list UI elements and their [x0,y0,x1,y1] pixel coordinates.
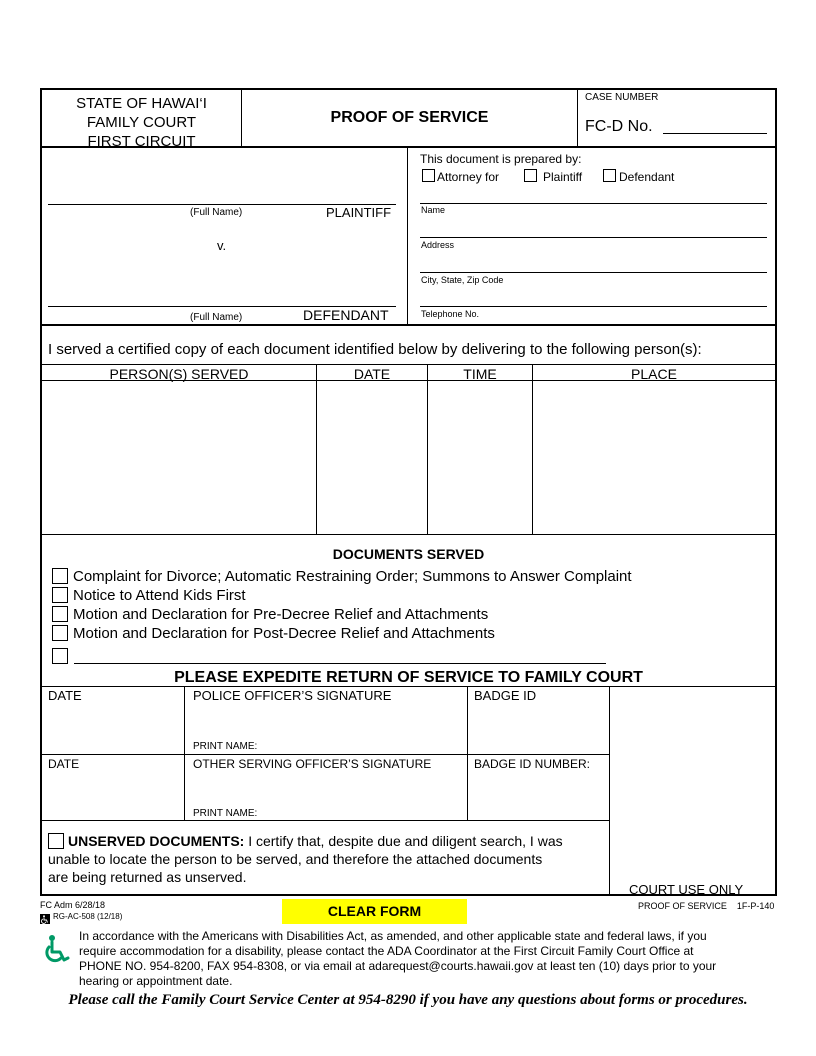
court-use-only: COURT USE ONLY [629,882,744,897]
attorney-for-label: Attorney for [437,170,500,184]
other-signature-label: OTHER SERVING OFFICER’S SIGNATURE [193,757,432,771]
unserved-line1: UNSERVED DOCUMENTS: I certify that, despite due and diligent search, I was [68,833,563,849]
persons-served-field[interactable] [42,381,316,534]
rg-code: RG-AC-508 (12/18) [53,912,123,921]
badge-id-number-field[interactable] [468,772,609,819]
wheelchair-icon [41,934,71,969]
other-date-field[interactable] [42,772,184,819]
badge-id-number-label: BADGE ID NUMBER: [474,757,591,771]
doc-item-kids-first: Notice to Attend Kids First [73,587,246,604]
other-signature-field[interactable] [185,772,467,806]
city-field[interactable] [420,272,767,273]
address-label: Address [421,240,455,250]
plaintiff-option-label: Plaintiff [543,170,583,184]
doc-checkbox-other[interactable] [52,648,68,664]
col-date: DATE [353,366,391,382]
date-field[interactable] [317,381,427,534]
other-date-label: DATE [48,757,80,771]
police-signature-field[interactable] [185,704,467,740]
col-persons-served: PERSON(S) SERVED [109,366,249,382]
case-number-prefix: FC-D No. [585,118,653,135]
telephone-label: Telephone No. [421,309,480,319]
defendant-label: DEFENDANT [303,307,389,323]
plaintiff-label: PLAINTIFF [326,205,392,220]
address-field[interactable] [420,237,767,238]
print-name-label-2: PRINT NAME: [193,808,258,819]
unserved-line2: unable to locate the person to be served, and therefore the attached documents [48,851,543,867]
doc-item-pre-decree: Motion and Declaration for Pre-Decree Relief and Attachments [73,606,489,623]
time-field[interactable] [428,381,532,534]
doc-checkbox-pre-decree[interactable] [52,606,68,622]
doc-other-field[interactable] [74,663,606,664]
small-ada-icon [40,911,50,929]
documents-heading: DOCUMENTS SERVED [332,546,485,562]
plaintiff-full-name-label: (Full Name) [190,207,243,218]
page-title: PROOF OF SERVICE [330,109,489,126]
doc-checkbox-kids-first[interactable] [52,587,68,603]
city-label: City, State, Zip Code [421,275,504,285]
prepared-by-label: This document is prepared by: [420,152,582,166]
case-number-label: CASE NUMBER [585,92,659,103]
ada-notice: In accordance with the Americans with Disabilities Act, as amended, and other applicable state and federal laws, if you require accommodation for a disability, please contact the ADA Coordinator at the First Circuit Family Court Office at PHONE NO. 954-8200, FAX 954-8308, or via email at adarequest@courts.hawaii.gov at least ten (10) days prior to your hearing or appointment date. [79,929,717,988]
service-center-notice: Please call the Family Court Service Center at 954-8290 if you have any questions about forms or procedures. [68,992,748,1008]
name-label: Name [421,205,446,215]
defendant-full-name-label: (Full Name) [190,312,243,323]
versus-label: v. [217,238,227,253]
officer-date-label: DATE [48,688,82,703]
col-time: TIME [463,366,497,382]
form-id: PROOF OF SERVICE 1F-P-140 [638,901,775,911]
doc-item-complaint: Complaint for Divorce; Automatic Restraining Order; Summons to Answer Complaint [73,568,632,585]
unserved-checkbox[interactable] [48,833,64,849]
defendant-checkbox[interactable] [603,169,616,182]
frame-top [40,88,777,90]
doc-checkbox-post-decree[interactable] [52,625,68,641]
badge-id-label: BADGE ID [474,688,537,703]
defendant-option-label: Defendant [619,170,675,184]
unserved-line3: are being returned as unserved. [48,869,247,885]
col-place: PLACE [631,366,677,382]
form-code: FC Adm 6/28/18 [40,900,106,910]
badge-id-field[interactable] [468,704,609,753]
name-field[interactable] [420,203,767,204]
plaintiff-checkbox[interactable] [524,169,537,182]
court-name: STATE OF HAWAI‘I FAMILY COURT FIRST CIRCUIT [76,95,207,150]
place-field[interactable] [533,381,775,534]
doc-item-post-decree: Motion and Declaration for Post-Decree Relief and Attachments [73,625,495,642]
print-name-label: PRINT NAME: [193,741,258,752]
police-date-field[interactable] [42,702,184,752]
doc-checkbox-complaint[interactable] [52,568,68,584]
expedite-notice: PLEASE EXPEDITE RETURN OF SERVICE TO FAMILY COURT [174,669,643,686]
case-number-field[interactable] [663,133,767,134]
clear-form-button[interactable]: CLEAR FORM [282,899,467,924]
telephone-field[interactable] [420,306,767,307]
attorney-for-checkbox[interactable] [422,169,435,182]
frame-right [775,88,777,896]
police-signature-label: POLICE OFFICER’S SIGNATURE [193,688,392,703]
service-statement: I served a certified copy of each document identified below by delivering to the following person(s): [48,341,702,358]
